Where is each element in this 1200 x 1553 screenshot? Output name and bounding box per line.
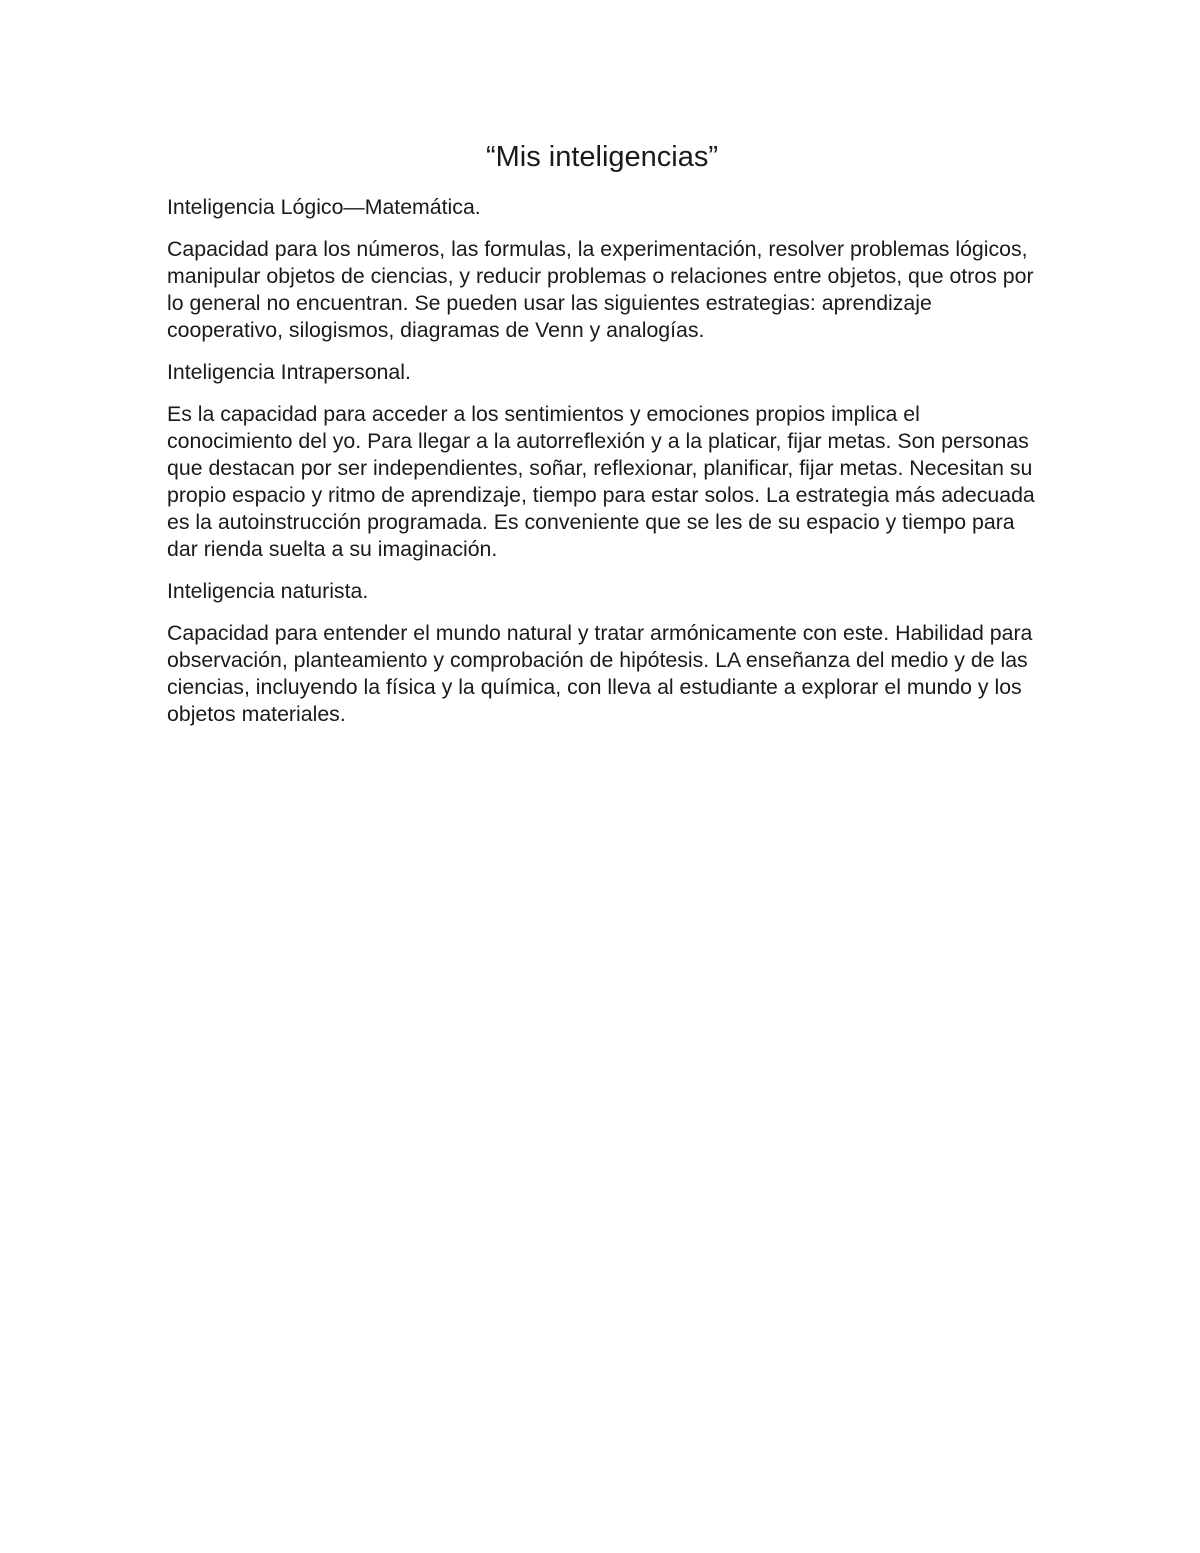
section-body-intrapersonal: Es la capacidad para acceder a los sentimientos y emociones propios implica el conocimiento del yo. Para llegar a la autorreflexión y a la platicar, fijar metas. Son personas que destacan por ser independientes, soñar, reflexionar, planificar, fijar metas. Necesitan su propio espacio y ritmo de aprendizaje, tiempo para estar solos. La estrategia más adecuada es la autoinstrucción programada. Es conveniente que se les de su espacio y tiempo para dar rienda suelta a su imaginación. xyxy=(167,402,1035,561)
document-title: “Mis inteligencias” xyxy=(485,141,719,173)
section-body-logico-matematica: Capacidad para los números, las formulas, la experimentación, resolver problemas lógicos, manipular objetos de ciencias, y reducir problemas o relaciones entre objetos, que otros por lo general no encuentran. Se pueden usar las siguientes estrategias: aprendizaje cooperativo, silogismos, diagramas de Venn y analogías. xyxy=(167,237,1034,342)
section-body-naturista: Capacidad para entender el mundo natural y tratar armónicamente con este. Habilidad para observación, planteamiento y comprobación de hipótesis. LA enseñanza del medio y de las ciencias, incluyendo la física y la química, con lleva al estudiante a explorar el mundo y los objetos materiales. xyxy=(167,621,1033,726)
document-content xyxy=(167,138,1037,743)
section-heading-naturista: Inteligencia naturista. xyxy=(167,579,369,603)
section-heading-intrapersonal: Inteligencia Intrapersonal. xyxy=(167,360,411,384)
section-heading-logico-matematica: Inteligencia Lógico—Matemática. xyxy=(167,195,481,219)
